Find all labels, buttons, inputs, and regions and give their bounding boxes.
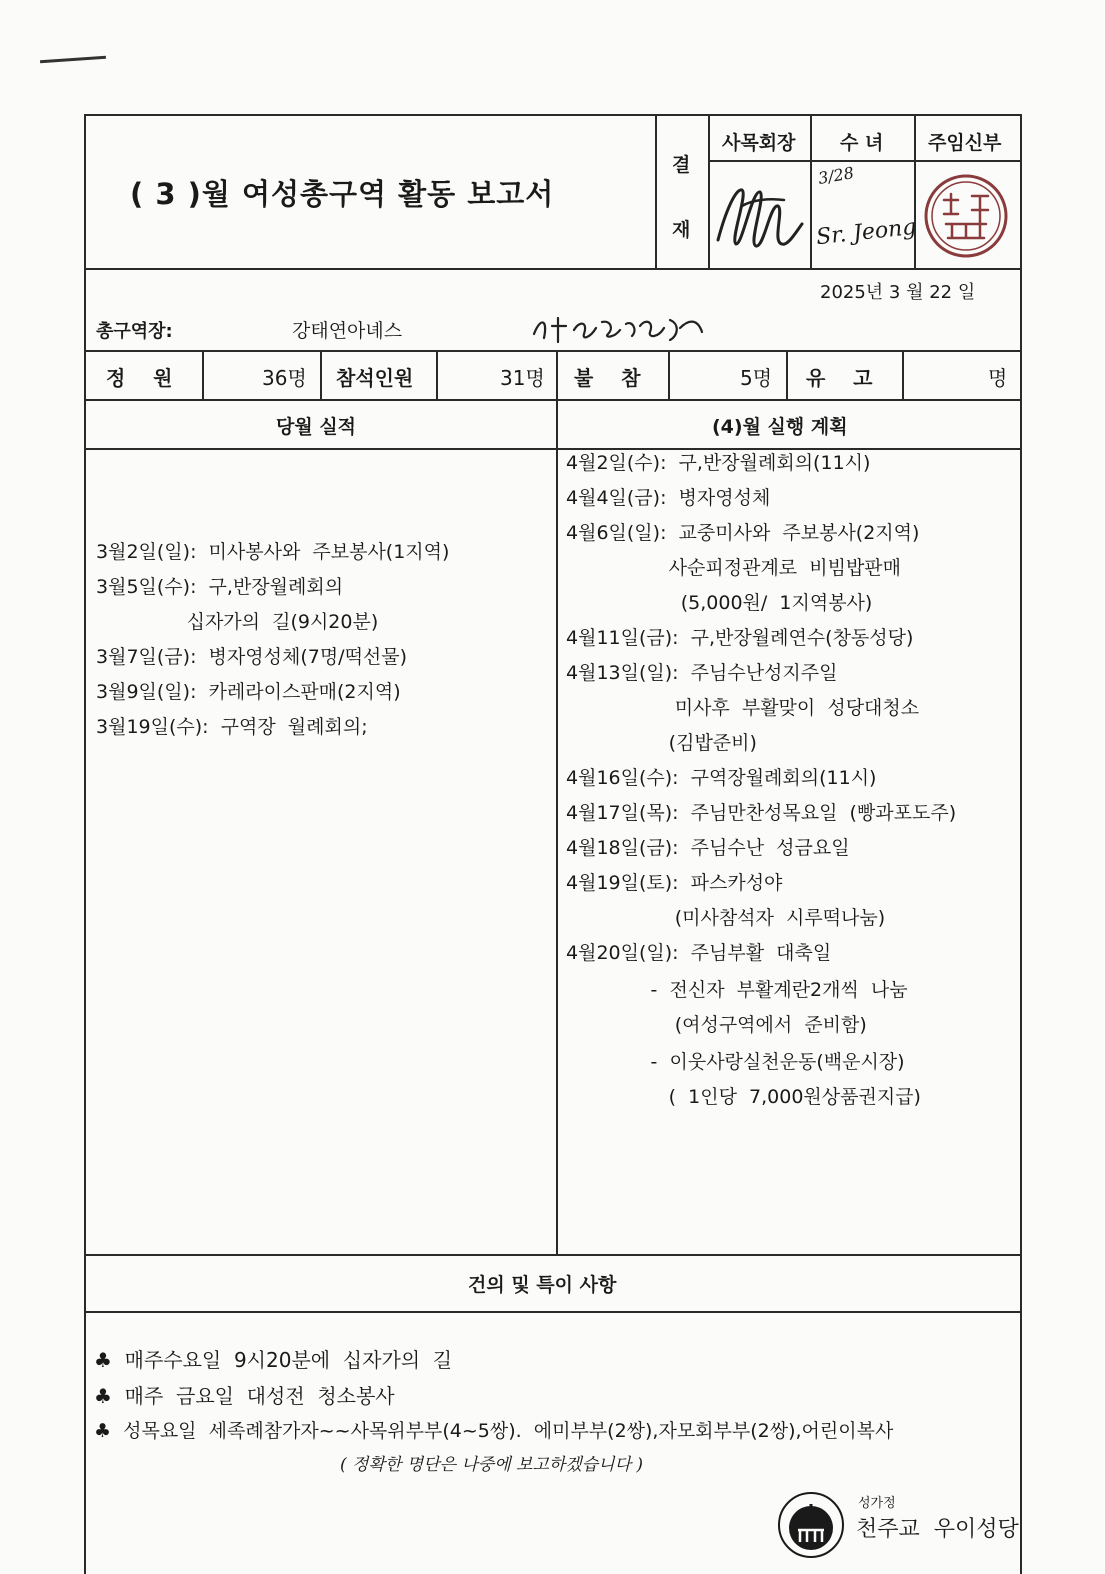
plan-item: 4월13일(일): 주님수난성지주일 — [566, 662, 838, 684]
note-item: ♣ 성목요일 세족례참가자~~사목위부부(4~5쌍). 에미부부(2쌍),자모회부부(2쌍),어린이복사 — [94, 1420, 894, 1442]
plan-item: 4월16일(수): 구역장월례회의(11시) — [566, 767, 877, 789]
excused-label: 유 고 — [806, 366, 873, 390]
body-bottom — [84, 1254, 1022, 1256]
plan-header: (4)월 실행 계획 — [712, 416, 848, 438]
plan-item: 4월4일(금): 병자영성체 — [566, 487, 771, 509]
frame-top — [84, 114, 1022, 116]
plan-item: 4월18일(금): 주님수난 성금요일 — [566, 837, 850, 859]
parish-logo-icon — [776, 1490, 846, 1560]
notes-header: 건의 및 특이 사항 — [468, 1274, 617, 1296]
absent-label: 불 참 — [574, 366, 641, 390]
att-div — [436, 350, 438, 400]
present-label: 참석인원 — [336, 366, 414, 390]
plan-item: 4월2일(수): 구,반장월례회의(11시) — [566, 452, 871, 474]
approval-label-bottom: 재 — [672, 219, 691, 241]
att-div — [556, 350, 558, 400]
approval-div-2 — [914, 114, 916, 268]
note-item: ♣ 매주 금요일 대성전 청소봉사 — [94, 1384, 395, 1408]
result-item: 3월9일(일): 카레라이스판매(2지역) — [96, 681, 401, 703]
approver-pastor: 주임신부 — [928, 132, 1002, 154]
results-header: 당월 실적 — [276, 416, 357, 438]
notes-header-bottom — [84, 1311, 1022, 1313]
result-item: 십자가의 길(9시20분) — [96, 611, 379, 633]
att-div — [202, 350, 204, 400]
frame-right — [1020, 114, 1022, 1574]
org-name: 천주교 우이성당 — [856, 1517, 1019, 1542]
result-item: 3월19일(수): 구역장 월례회의; — [96, 716, 368, 738]
report-title: ( 3 )월 여성총구역 활동 보고서 — [130, 177, 555, 211]
handwritten-note: ( 정확한 명단은 나중에 보고하겠습니다 ) — [340, 1455, 644, 1475]
plan-item: 4월20일(일): 주님부활 대축일 — [566, 942, 832, 964]
plan-item: 4월11일(금): 구,반장월례연수(창동성당) — [566, 627, 914, 649]
plan-item: 미사후 부활맞이 성당대청소 — [566, 697, 920, 719]
leader-label: 총구역장: — [96, 321, 173, 342]
nun-sign-date: 3/28 — [816, 163, 856, 188]
capacity-value: 36명 — [262, 366, 307, 390]
approver-nun: 수 녀 — [840, 132, 884, 154]
plan-item: 사순피정관계로 비빔밥판매 — [566, 557, 902, 579]
note-item: ♣ 매주수요일 9시20분에 십자가의 길 — [94, 1348, 453, 1372]
plan-item: 4월6일(일): 교중미사와 주보봉사(2지역) — [566, 522, 920, 544]
attendance-top — [84, 350, 1022, 352]
plan-item: 4월17일(목): 주님만찬성목요일 (빵과포도주) — [566, 802, 957, 824]
result-item: 3월5일(수): 구,반장월례회의 — [96, 576, 344, 598]
section-header-bottom — [84, 448, 1022, 450]
report-date: 2025년 3 월 22 일 — [820, 282, 976, 303]
absent-value: 5명 — [740, 366, 773, 390]
att-div — [786, 350, 788, 400]
approval-left — [655, 114, 657, 268]
plan-item: ( 1인당 7,000원상품권지급) — [566, 1086, 921, 1108]
center-divider — [556, 399, 558, 1255]
president-signature — [712, 170, 808, 260]
frame-left — [84, 114, 86, 1574]
attendance-bottom — [84, 399, 1022, 401]
result-item: 3월7일(금): 병자영성체(7명/떡선물) — [96, 646, 408, 668]
plan-item: - 전신자 부활계란2개씩 나눔 — [566, 979, 908, 1001]
pastor-seal-icon — [918, 170, 1014, 262]
plan-item: - 이웃사랑실천운동(백운시장) — [566, 1051, 905, 1073]
approval-header-line — [708, 160, 1022, 162]
nun-signature: Sr. Jeong — [814, 214, 918, 251]
plan-item: (5,000원/ 1지역봉사) — [566, 592, 873, 614]
approval-div-1 — [810, 114, 812, 268]
leader-signature — [530, 308, 710, 348]
leader-name: 강태연아녜스 — [292, 320, 403, 342]
plan-item: (김밥준비) — [566, 732, 757, 754]
att-div — [320, 350, 322, 400]
att-div — [902, 350, 904, 400]
org-small: 성가정 — [858, 1496, 896, 1511]
capacity-label: 정 원 — [106, 366, 173, 390]
plan-item: (미사참석자 시루떡나눔) — [566, 907, 886, 929]
approval-inner-left — [708, 114, 710, 268]
approver-pastoral-president: 사목회장 — [722, 132, 796, 154]
pen-mark — [40, 56, 106, 64]
present-value: 31명 — [500, 366, 545, 390]
approval-label-top: 결 — [672, 154, 691, 176]
plan-item: (여성구역에서 준비함) — [566, 1014, 867, 1036]
title-bottom — [84, 268, 1022, 270]
plan-item: 4월19일(토): 파스카성야 — [566, 872, 783, 894]
att-div — [668, 350, 670, 400]
result-item: 3월2일(일): 미사봉사와 주보봉사(1지역) — [96, 541, 450, 563]
excused-value: 명 — [988, 366, 1008, 390]
